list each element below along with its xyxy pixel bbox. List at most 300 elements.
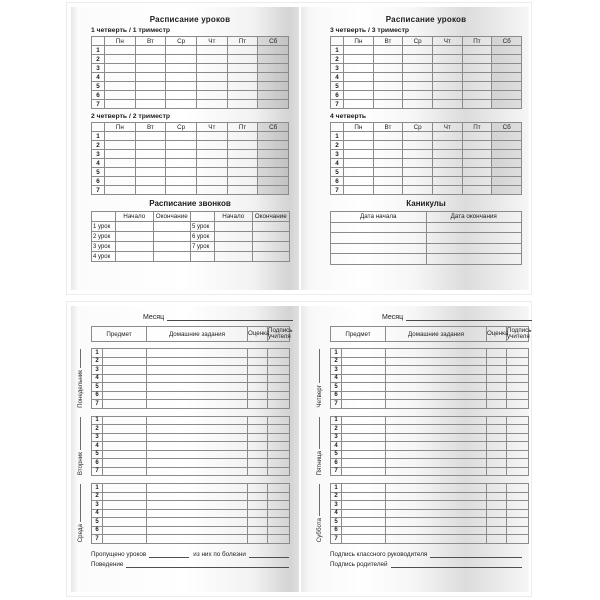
homework-empty-cell (103, 492, 147, 501)
homework-empty-cell (487, 467, 507, 476)
homework-empty-cell (147, 383, 248, 392)
missed-lessons-blank (149, 551, 189, 558)
schedule-empty-cell (462, 132, 492, 141)
bell-empty-cell (153, 232, 191, 242)
signature-header-line1: Подпись (268, 326, 293, 334)
holiday-empty-cell (426, 254, 522, 265)
lesson-number-cell: 6 (331, 459, 342, 468)
lesson-number-cell: 5 (92, 168, 105, 177)
schedule-empty-cell (135, 132, 166, 141)
homework-empty-cell (386, 467, 487, 476)
schedule-empty-cell (227, 100, 258, 109)
schedule-empty-cell (403, 186, 433, 195)
lesson-number-cell: 6 (92, 526, 103, 535)
schedule-empty-cell (462, 64, 492, 73)
col-header-signature (268, 326, 293, 342)
lesson-number-cell: 5 (92, 82, 105, 91)
schedule-empty-cell (105, 55, 136, 64)
schedule-empty-cell (373, 100, 403, 109)
homework-empty-cell (103, 501, 147, 510)
quarter3-label: 3 четверть / 3 триместр (330, 27, 410, 34)
homework-empty-cell (147, 509, 248, 518)
day-label-line (319, 349, 320, 383)
homework-empty-cell (147, 526, 248, 535)
quarter4-label: 4 четверть (330, 113, 367, 120)
schedule-empty-cell (227, 150, 258, 159)
homework-empty-cell (147, 492, 248, 501)
homework-empty-cell (386, 535, 487, 544)
bell-lesson-label: 4 урок (92, 252, 116, 262)
class-teacher-signature-blank (430, 551, 522, 558)
homework-empty-cell (147, 425, 248, 434)
page-footer (91, 551, 289, 568)
schedule-empty-cell (258, 168, 289, 177)
homework-empty-cell (342, 442, 386, 451)
homework-empty-cell (507, 349, 529, 358)
bell-empty-cell (116, 232, 154, 242)
schedule-empty-cell (258, 100, 289, 109)
homework-empty-cell (507, 366, 529, 375)
schedule-empty-cell (166, 73, 197, 82)
homework-empty-cell (103, 425, 147, 434)
day-header-cell: Пт (227, 37, 258, 46)
homework-empty-cell (268, 357, 290, 366)
homework-empty-cell (248, 433, 268, 442)
month-blank-line (406, 313, 532, 321)
lesson-number-cell: 3 (331, 64, 344, 73)
homework-empty-cell (248, 501, 268, 510)
schedule-empty-cell (373, 132, 403, 141)
schedule-empty-cell (166, 82, 197, 91)
bell-empty-cell (215, 252, 253, 262)
day-header-cell: Вт (135, 123, 166, 132)
day-header-cell: Ср (403, 37, 433, 46)
bell-empty-cell (116, 242, 154, 252)
homework-empty-cell (268, 501, 290, 510)
schedule-empty-cell (227, 73, 258, 82)
lesson-number-cell: 5 (331, 383, 342, 392)
schedule-empty-cell (166, 141, 197, 150)
lesson-number-cell: 6 (331, 177, 344, 186)
homework-empty-cell (103, 400, 147, 409)
bell-lesson-label: 2 урок (92, 232, 116, 242)
homework-empty-cell (342, 400, 386, 409)
schedule-empty-cell (492, 132, 522, 141)
schedule-empty-cell (492, 141, 522, 150)
homework-empty-cell (268, 467, 290, 476)
day-header-cell: Сб (258, 37, 289, 46)
lesson-number-cell: 1 (92, 349, 103, 358)
lesson-number-cell: 7 (331, 100, 344, 109)
lesson-number-cell: 2 (92, 357, 103, 366)
homework-empty-cell (487, 383, 507, 392)
homework-block-monday (77, 348, 289, 409)
schedule-empty-cell (403, 82, 433, 91)
homework-empty-cell (248, 450, 268, 459)
schedule-empty-cell (258, 150, 289, 159)
homework-empty-cell (248, 509, 268, 518)
schedule-empty-cell (227, 186, 258, 195)
homework-empty-cell (342, 492, 386, 501)
parents-signature-row (330, 561, 522, 568)
lesson-number-cell: 5 (331, 518, 342, 527)
schedule-empty-cell (344, 132, 374, 141)
homework-empty-cell (248, 357, 268, 366)
lesson-number-cell: 1 (331, 46, 344, 55)
schedule-empty-cell (462, 141, 492, 150)
homework-empty-cell (248, 383, 268, 392)
homework-empty-cell (248, 484, 268, 493)
schedule-empty-cell (105, 91, 136, 100)
homework-empty-cell (342, 501, 386, 510)
bell-lesson-label: 3 урок (92, 242, 116, 252)
homework-empty-cell (103, 467, 147, 476)
homework-empty-cell (507, 467, 529, 476)
homework-empty-cell (507, 526, 529, 535)
homework-empty-cell (386, 366, 487, 375)
schedule-empty-cell (258, 186, 289, 195)
schedule-empty-cell (373, 186, 403, 195)
schedule-empty-cell (227, 159, 258, 168)
schedule-empty-cell (373, 150, 403, 159)
missed-lessons-row (91, 551, 289, 558)
schedule-empty-cell (492, 82, 522, 91)
lesson-number-cell: 3 (92, 433, 103, 442)
homework-empty-cell (487, 501, 507, 510)
homework-table-friday (330, 416, 529, 477)
schedule-empty-cell (196, 159, 227, 168)
schedule-empty-cell (462, 150, 492, 159)
schedule-corner-cell (331, 37, 344, 46)
col-header-grade: Оценка (487, 327, 507, 342)
schedule-empty-cell (166, 186, 197, 195)
lesson-number-cell: 3 (92, 64, 105, 73)
day-header-cell: Вт (373, 123, 403, 132)
schedule-empty-cell (166, 177, 197, 186)
homework-empty-cell (487, 400, 507, 409)
homework-empty-cell (268, 459, 290, 468)
page-title: Расписание уроков (149, 15, 231, 24)
schedule-empty-cell (432, 55, 462, 64)
day-header-cell: Ср (166, 37, 197, 46)
schedule-empty-cell (432, 82, 462, 91)
homework-empty-cell (103, 442, 147, 451)
lesson-number-cell: 5 (92, 518, 103, 527)
schedule-empty-cell (462, 55, 492, 64)
day-header-cell: Пн (105, 37, 136, 46)
homework-empty-cell (103, 518, 147, 527)
homework-empty-cell (487, 518, 507, 527)
schedule-table-quarter4 (330, 122, 522, 195)
homework-empty-cell (248, 492, 268, 501)
schedule-table-quarter2 (91, 122, 289, 195)
homework-empty-cell (386, 518, 487, 527)
bell-empty-cell (252, 252, 290, 262)
page-homework-right (301, 306, 532, 592)
schedule-empty-cell (196, 55, 227, 64)
schedule-empty-cell (373, 46, 403, 55)
schedule-empty-cell (344, 159, 374, 168)
homework-table-saturday (330, 483, 529, 544)
day-header-cell: Пн (344, 123, 374, 132)
schedule-empty-cell (196, 168, 227, 177)
schedule-empty-cell (105, 159, 136, 168)
homework-empty-cell (342, 425, 386, 434)
schedule-empty-cell (166, 150, 197, 159)
lesson-number-cell: 3 (92, 150, 105, 159)
homework-empty-cell (268, 526, 290, 535)
schedule-empty-cell (166, 91, 197, 100)
holiday-empty-cell (331, 243, 427, 254)
schedule-empty-cell (135, 186, 166, 195)
schedule-empty-cell (403, 100, 433, 109)
schedule-empty-cell (258, 64, 289, 73)
homework-empty-cell (507, 433, 529, 442)
schedule-empty-cell (258, 55, 289, 64)
schedule-empty-cell (403, 150, 433, 159)
homework-empty-cell (342, 467, 386, 476)
schedule-empty-cell (258, 159, 289, 168)
behavior-row (91, 561, 289, 568)
homework-empty-cell (342, 433, 386, 442)
schedule-corner-cell (331, 123, 344, 132)
schedule-empty-cell (344, 46, 374, 55)
schedule-empty-cell (492, 46, 522, 55)
col-header-homework: Домашние задания (386, 327, 487, 342)
homework-empty-cell (386, 349, 487, 358)
day-label-wednesday (75, 484, 86, 543)
day-header-cell: Вт (373, 37, 403, 46)
day-header-cell: Сб (492, 37, 522, 46)
day-header-cell: Чт (196, 123, 227, 132)
schedule-empty-cell (373, 141, 403, 150)
class-teacher-signature-row (330, 551, 522, 558)
schedule-empty-cell (373, 177, 403, 186)
homework-empty-cell (268, 366, 290, 375)
day-header-cell: Пт (462, 123, 492, 132)
lesson-number-cell: 6 (92, 177, 105, 186)
homework-empty-cell (248, 442, 268, 451)
schedule-empty-cell (432, 186, 462, 195)
homework-empty-cell (342, 518, 386, 527)
lesson-number-cell: 2 (92, 55, 105, 64)
lesson-number-cell: 2 (92, 425, 103, 434)
day-label-line (80, 484, 81, 522)
homework-empty-cell (268, 349, 290, 358)
homework-empty-cell (103, 535, 147, 544)
spread-schedule (66, 2, 532, 295)
bell-empty-cell (252, 232, 290, 242)
schedule-empty-cell (135, 55, 166, 64)
homework-empty-cell (248, 518, 268, 527)
schedule-empty-cell (403, 46, 433, 55)
page-schedule-right (301, 7, 529, 290)
schedule-empty-cell (344, 168, 374, 177)
lesson-number-cell: 4 (92, 509, 103, 518)
schedule-empty-cell (105, 141, 136, 150)
day-header-cell: Пн (344, 37, 374, 46)
lesson-number-cell: 4 (331, 442, 342, 451)
bell-corner-cell (92, 212, 116, 222)
schedule-empty-cell (227, 168, 258, 177)
homework-empty-cell (248, 459, 268, 468)
schedule-empty-cell (258, 132, 289, 141)
lesson-number-cell: 6 (331, 526, 342, 535)
homework-empty-cell (507, 425, 529, 434)
schedule-empty-cell (462, 168, 492, 177)
schedule-empty-cell (227, 132, 258, 141)
schedule-empty-cell (432, 64, 462, 73)
bell-empty-cell (153, 242, 191, 252)
homework-empty-cell (103, 526, 147, 535)
lesson-number-cell: 3 (92, 501, 103, 510)
lesson-number-cell: 2 (331, 357, 342, 366)
schedule-empty-cell (135, 100, 166, 109)
parents-signature-blank (391, 561, 522, 568)
homework-empty-cell (487, 442, 507, 451)
bell-start-header: Начало (215, 212, 253, 222)
homework-empty-cell (103, 509, 147, 518)
homework-empty-cell (386, 450, 487, 459)
lesson-number-cell: 4 (92, 73, 105, 82)
holiday-empty-cell (331, 254, 427, 265)
day-label-friday (314, 417, 325, 476)
lesson-number-cell: 7 (92, 467, 103, 476)
schedule-table-quarter3 (330, 36, 522, 109)
homework-empty-cell (342, 535, 386, 544)
lesson-number-cell: 3 (331, 501, 342, 510)
lesson-number-cell: 1 (331, 416, 342, 425)
homework-empty-cell (147, 518, 248, 527)
homework-header-table (330, 326, 532, 342)
homework-empty-cell (507, 484, 529, 493)
schedule-empty-cell (373, 82, 403, 91)
homework-empty-cell (507, 535, 529, 544)
homework-empty-cell (268, 442, 290, 451)
schedule-empty-cell (403, 132, 433, 141)
schedule-empty-cell (135, 64, 166, 73)
schedule-empty-cell (105, 64, 136, 73)
bell-empty-cell (215, 242, 253, 252)
day-header-cell: Чт (432, 37, 462, 46)
col-header-grade: Оценка (248, 327, 268, 342)
homework-empty-cell (386, 400, 487, 409)
homework-empty-cell (103, 433, 147, 442)
homework-empty-cell (147, 416, 248, 425)
homework-empty-cell (268, 433, 290, 442)
lesson-number-cell: 2 (92, 141, 105, 150)
lesson-number-cell: 2 (331, 492, 342, 501)
lesson-number-cell: 1 (92, 132, 105, 141)
schedule-empty-cell (196, 150, 227, 159)
lesson-number-cell: 2 (331, 141, 344, 150)
homework-empty-cell (507, 509, 529, 518)
lesson-number-cell: 3 (92, 366, 103, 375)
homework-empty-cell (487, 450, 507, 459)
homework-empty-cell (386, 509, 487, 518)
holidays-table (330, 211, 522, 265)
homework-empty-cell (386, 442, 487, 451)
schedule-empty-cell (258, 141, 289, 150)
homework-empty-cell (487, 433, 507, 442)
schedule-empty-cell (166, 159, 197, 168)
schedule-empty-cell (403, 55, 433, 64)
homework-empty-cell (147, 391, 248, 400)
homework-empty-cell (342, 349, 386, 358)
lesson-number-cell: 7 (331, 467, 342, 476)
lesson-number-cell: 4 (331, 509, 342, 518)
lesson-number-cell: 4 (92, 374, 103, 383)
bell-empty-cell (116, 252, 154, 262)
homework-empty-cell (103, 450, 147, 459)
holiday-start-header: Дата начала (331, 212, 427, 223)
homework-empty-cell (386, 459, 487, 468)
homework-empty-cell (487, 526, 507, 535)
lesson-number-cell: 6 (92, 459, 103, 468)
homework-empty-cell (268, 535, 290, 544)
homework-empty-cell (342, 450, 386, 459)
page-title: Расписание уроков (385, 15, 467, 24)
bell-empty-cell (153, 222, 191, 232)
day-label-line (319, 484, 320, 516)
day-header-cell: Сб (492, 123, 522, 132)
bells-table (91, 211, 290, 262)
schedule-empty-cell (344, 186, 374, 195)
homework-empty-cell (103, 349, 147, 358)
schedule-empty-cell (196, 46, 227, 55)
homework-empty-cell (386, 526, 487, 535)
schedule-empty-cell (227, 64, 258, 73)
signature-header-line2: учителя (507, 333, 530, 340)
schedule-empty-cell (432, 73, 462, 82)
homework-empty-cell (147, 459, 248, 468)
page-content (301, 7, 529, 265)
holiday-empty-cell (426, 222, 522, 233)
day-label-tuesday (75, 417, 86, 476)
homework-empty-cell (268, 383, 290, 392)
schedule-empty-cell (432, 141, 462, 150)
lesson-number-cell: 1 (331, 484, 342, 493)
schedule-empty-cell (492, 64, 522, 73)
behavior-blank (126, 561, 289, 568)
signature-header-line2: учителя (268, 333, 291, 340)
schedule-empty-cell (135, 82, 166, 91)
schedule-empty-cell (227, 82, 258, 91)
lesson-number-cell: 7 (92, 186, 105, 195)
schedule-empty-cell (135, 91, 166, 100)
lesson-number-cell: 5 (331, 168, 344, 177)
day-label-text: Вторник (77, 451, 84, 475)
holiday-empty-cell (331, 222, 427, 233)
schedule-empty-cell (492, 73, 522, 82)
homework-empty-cell (386, 484, 487, 493)
schedule-empty-cell (373, 168, 403, 177)
lesson-number-cell: 7 (331, 400, 342, 409)
lesson-number-cell: 6 (331, 91, 344, 100)
schedule-empty-cell (403, 168, 433, 177)
day-label-monday (75, 349, 86, 408)
homework-empty-cell (487, 349, 507, 358)
homework-table-thursday (330, 348, 529, 409)
lesson-number-cell: 4 (331, 73, 344, 82)
schedule-empty-cell (166, 64, 197, 73)
schedule-empty-cell (258, 91, 289, 100)
schedule-empty-cell (432, 132, 462, 141)
schedule-empty-cell (492, 91, 522, 100)
due-to-illness-blank (249, 551, 289, 558)
lesson-number-cell: 7 (92, 535, 103, 544)
homework-empty-cell (268, 425, 290, 434)
